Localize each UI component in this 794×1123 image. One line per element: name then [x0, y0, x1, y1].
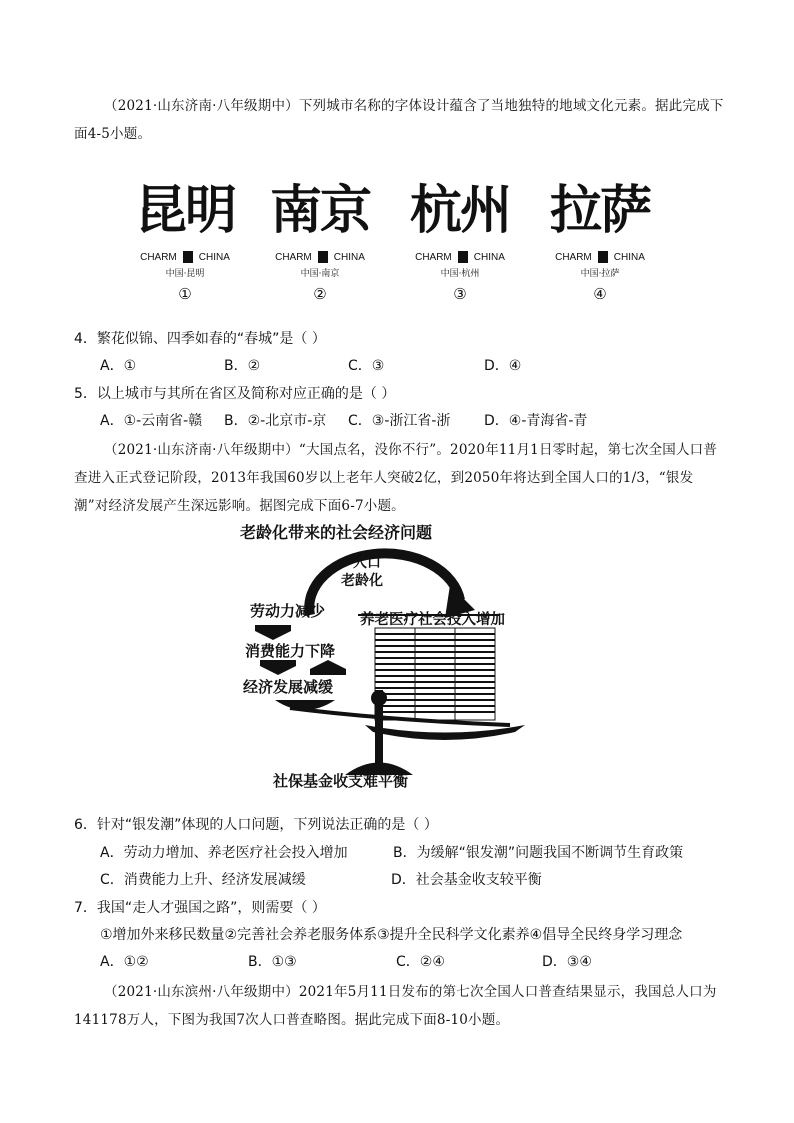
q6-option-b[interactable]: B．为缓解“银发潮”问题我国不断调节生育政策	[393, 845, 684, 861]
q6-option-c[interactable]: C．消费能力上升、经济发展减缓	[100, 872, 306, 888]
intro-paragraph-8-10: （2021·山东滨州·八年级期中）2021年5月11日发布的第七次全国人口普查结果显示，我国总人口为141178万人，下图为我国7次人口普查略图。据此完成下面8-10小题。	[74, 984, 717, 1028]
intro-paragraph-6-7: （2021·山东济南·八年级期中）“大国点名，没你不行”。2020年11月1日零时起，第七次全国人口普查进入正式登记阶段，2013年我国60岁以上老年人突破2亿，到2050年将达到全国人口的1/3，“银发潮”对经济发展产生深远影响。据图完成下面6-7小题。	[74, 442, 718, 514]
diagram-center-line2: 老龄化	[341, 573, 383, 589]
logo-kunming: 昆明 CHARM CHINA 中国·昆明 ①	[120, 165, 250, 303]
logo-hangzhou: 杭州 CHARM CHINA 中国·杭州 ③	[395, 165, 525, 303]
question-7-stem: 7．我国“走人才强国之路”，则需要（ ）	[74, 900, 326, 916]
block-mark-icon	[598, 251, 608, 263]
logo-nanjing-art: 南京	[269, 179, 370, 241]
q6-option-d[interactable]: D．社会基金收支较平衡	[391, 872, 542, 888]
block-mark-icon	[318, 251, 328, 263]
diagram-right: 养老医疗社会投入增加	[360, 612, 505, 628]
q7-option-c[interactable]: C．②④	[396, 954, 445, 970]
q5-option-b[interactable]: B．②-北京市-京	[224, 413, 327, 429]
down-arrow-icon	[255, 625, 291, 640]
question-7-items: ①增加外来移民数量②完善社会养老服务体系③提升全民科学文化素养④倡导全民终身学习理念	[100, 927, 683, 943]
diagram-left-1: 劳动力减少	[250, 602, 326, 620]
down-arrow-icon	[260, 660, 296, 675]
q5-option-c[interactable]: C．③-浙江省-浙	[348, 413, 451, 429]
logo-hangzhou-art: 杭州	[409, 179, 510, 241]
aging-diagram	[235, 520, 555, 795]
q4-option-b[interactable]: B．②	[224, 358, 261, 374]
block-mark-icon	[183, 251, 193, 263]
question-5-stem: 5．以上城市与其所在省区及简称对应正确的是（ ）	[74, 386, 396, 402]
q7-option-d[interactable]: D．③④	[542, 954, 592, 970]
diagram-left-3: 经济发展减缓	[243, 678, 334, 696]
logo-kunming-art: 昆明	[134, 179, 235, 241]
city-logo-figure	[120, 165, 680, 315]
q4-option-d[interactable]: D．④	[484, 358, 522, 374]
logo-lhasa: 拉萨 CHARM CHINA 中国·拉萨 ④	[535, 165, 665, 303]
q4-option-c[interactable]: C．③	[348, 358, 385, 374]
diagram-title: 老龄化带来的社会经济问题	[240, 523, 433, 542]
q7-option-a[interactable]: A．①②	[100, 954, 149, 970]
diagram-center-line1: 人口	[353, 555, 381, 571]
logo-nanjing: 南京 CHARM CHINA 中国·南京 ②	[255, 165, 385, 303]
q4-option-a[interactable]: A．①	[100, 358, 137, 374]
q6-option-a[interactable]: A．劳动力增加、养老医疗社会投入增加	[100, 845, 348, 861]
intro-paragraph-4-5: （2021·山东济南·八年级期中）下列城市名称的字体设计蕴含了当地独特的地域文化元素。据此完成下面4-5小题。	[74, 98, 724, 142]
balance-scale-icon	[275, 690, 525, 775]
q5-option-a[interactable]: A．①-云南省-赣	[100, 413, 203, 429]
diagram-left-2: 消费能力下降	[245, 642, 336, 660]
coin-stacks-icon	[375, 628, 495, 720]
logo-lhasa-art: 拉萨	[549, 179, 650, 241]
block-mark-icon	[458, 251, 468, 263]
cycle-arrow-arc	[309, 553, 460, 615]
q5-option-d[interactable]: D．④-青海省-青	[484, 413, 588, 429]
up-arrow-icon	[310, 660, 346, 675]
question-4-stem: 4．繁花似锦、四季如春的“春城”是（ ）	[74, 331, 326, 347]
q7-option-b[interactable]: B．①③	[248, 954, 297, 970]
question-6-stem: 6．针对“银发潮”体现的人口问题，下列说法正确的是（ ）	[74, 817, 438, 833]
diagram-bottom: 社保基金收支难平衡	[273, 772, 409, 790]
